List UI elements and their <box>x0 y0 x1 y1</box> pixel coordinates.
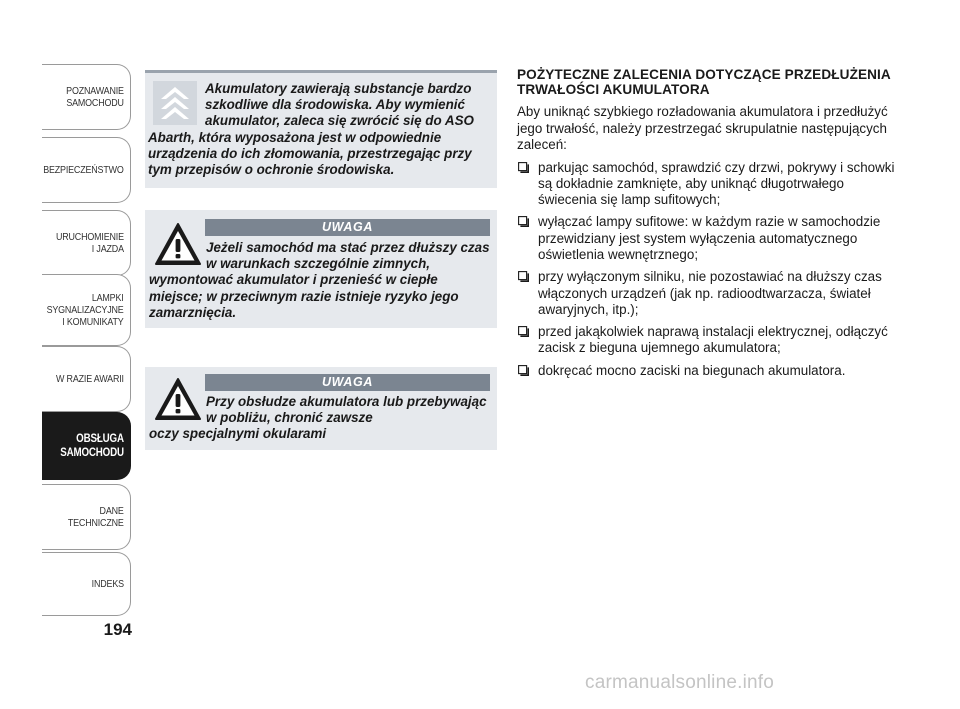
tab-poznawanie-samochodu[interactable] <box>42 64 131 130</box>
environment-note-text-rest: Abarth, która wyposażona jest w odpowiednie urządzenia do ich złomowania, przestrzegając przy tym przepisów o ochronie środowiska. <box>148 129 472 178</box>
warning-text-rest: oczy specjalnymi okularami <box>149 426 327 442</box>
page-number: 194 <box>103 620 132 639</box>
tab-label: OBSŁUGA SAMOCHODU <box>60 433 124 459</box>
warning-heading: UWAGA <box>205 374 490 391</box>
environment-note <box>145 70 497 188</box>
tab-uruchomienie-i-jazda[interactable] <box>42 210 131 276</box>
warning-heading: UWAGA <box>205 219 490 236</box>
list-item-text: przy wyłączonym silniku, nie pozostawiać na dłuższy czas włączonych urządzeń (jak np. radioodtwarzacza, świateł awaryjnych, itp.); <box>538 269 882 317</box>
warning-text-first: Przy obsłudze akumulatora lub przebywając w pobliżu, chronić zawsze <box>206 394 487 426</box>
warning-text-rest: wymontować akumulator i przenieść w ciepłe miejsce; w przeciwnym razie istnieje ryzyko jego zamarznięcia. <box>149 272 459 320</box>
checkbox-bullet-icon <box>518 216 529 227</box>
warning-box-goggles <box>145 367 497 450</box>
environment-note-text <box>148 81 495 178</box>
list-item-text: wyłączać lampy sufitowe: w każdym razie w samochodzie przewidziany jest system wyłączenia automatycznego oświetlenia wewnętrznego; <box>538 214 881 262</box>
warning-box-cold <box>145 210 497 328</box>
battery-tips-section <box>517 68 897 385</box>
tab-label: W RAZIE AWARII <box>56 373 124 385</box>
tab-dane-techniczne[interactable] <box>42 484 131 550</box>
watermark: carmanualsonline.info <box>585 672 775 693</box>
warning-text-first: Jeżeli samochód ma stać przez dłuższy czas w warunkach szczególnie zimnych, <box>206 240 490 272</box>
list-item-text: przed jakąkolwiek naprawą instalacji elektrycznej, odłączyć zacisk z bieguna ujemnego akumulatora; <box>538 324 888 356</box>
section-title: POŻYTECZNE ZALECENIA DOTYCZĄCE PRZEDŁUŻENIA TRWAŁOŚCI AKUMULATORA <box>517 67 891 97</box>
tab-obsluga-samochodu[interactable] <box>42 412 131 480</box>
tab-indeks[interactable] <box>42 552 131 616</box>
list-item <box>517 324 897 357</box>
tab-label: URUCHOMIENIE I JAZDA <box>56 231 124 255</box>
checkbox-bullet-icon <box>518 326 529 337</box>
warning-text <box>149 240 493 321</box>
checkbox-bullet-icon <box>518 271 529 282</box>
list-item-text: parkując samochód, sprawdzić czy drzwi, pokrywy i schowki są dokładnie zamknięte, aby uniknąć długotrwałego świecenia się lamp sufitowych; <box>538 159 895 208</box>
list-item <box>517 214 897 263</box>
tab-label: INDEKS <box>91 578 124 590</box>
checkbox-bullet-icon <box>518 162 529 173</box>
tab-bezpieczenstwo[interactable] <box>42 137 131 203</box>
tab-w-razie-awarii[interactable] <box>42 346 131 412</box>
tab-label: BEZPIECZEŃSTWO <box>43 164 124 176</box>
environment-note-text-first: Akumulatory zawierają substancje bardzo szkodliwe dla środowiska. Aby wymienić akumulator, zaleca się zwrócić się do ASO <box>205 81 474 129</box>
list-item <box>517 160 897 209</box>
list-item-text: dokręcać mocno zaciski na biegunach akumulatora. <box>538 362 846 378</box>
list-item <box>517 363 897 379</box>
tab-lampki-sygnalizacyjne[interactable] <box>42 274 131 346</box>
section-intro: Aby uniknąć szybkiego rozładowania akumulatora i przedłużyć jego trwałość, należy przestrzegać skrupulatnie następujących zaleceń: <box>517 104 888 152</box>
tab-label: POZNAWANIE SAMOCHODU <box>66 85 124 109</box>
warning-text <box>149 394 493 443</box>
tab-label: LAMPKI SYGNALIZACYJNE I KOMUNIKATY <box>47 292 124 328</box>
checkbox-bullet-icon <box>518 365 529 376</box>
tips-list <box>517 160 897 380</box>
list-item <box>517 269 897 318</box>
tab-label: DANE TECHNICZNE <box>68 505 124 529</box>
